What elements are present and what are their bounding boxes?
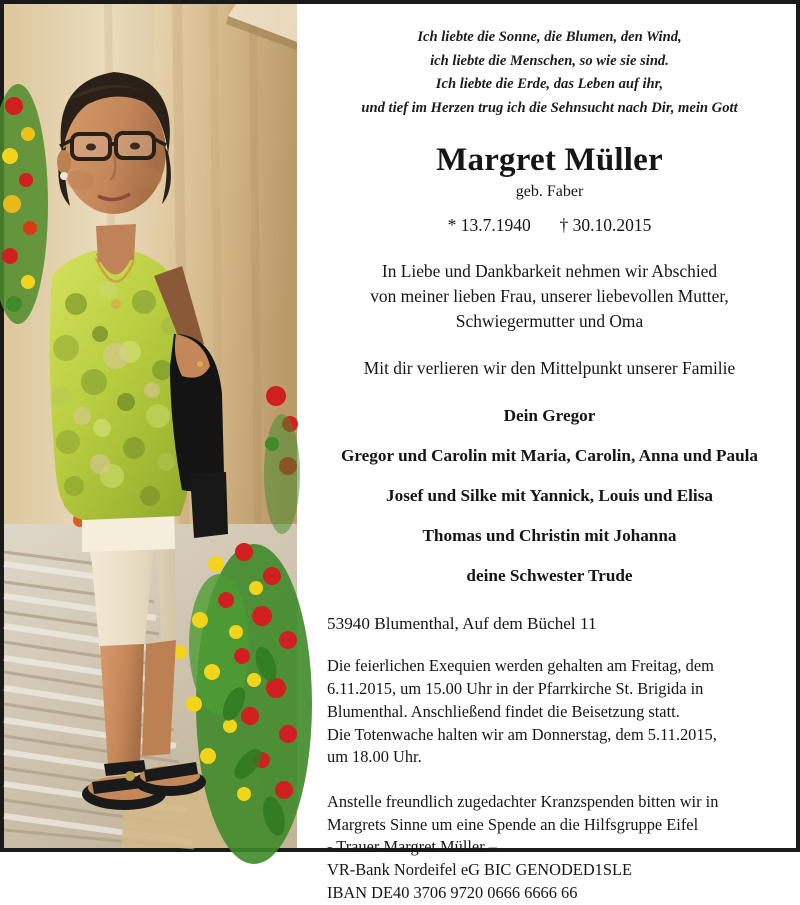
- donation-line-1: Anstelle freundlich zugedachter Kranzspenden bitten wir in: [327, 792, 719, 812]
- family-line-4: Thomas und Christin mit Johanna: [422, 526, 677, 545]
- deceased-name: Margret Müller: [436, 141, 663, 178]
- bank-name-bic: VR-Bank Nordeifel eG BIC GENODED1SLE: [327, 860, 632, 880]
- bank-iban: IBAN DE40 3706 9720 0666 6666 66: [327, 882, 578, 902]
- poem-line-2: ich liebte die Menschen, so wie sie sind.: [430, 52, 669, 69]
- donation-line-3: - Trauer Margret Müller –: [327, 837, 497, 857]
- died-date: 30.10.2015: [572, 215, 652, 236]
- dedication-line-1: In Liebe und Dankbarkeit nehmen wir Abschied: [381, 261, 718, 282]
- poem-line-4: und tief im Herzen trug ich die Sehnsucht nach Dir, mein Gott: [361, 99, 738, 116]
- exequien-line-1: Die feierlichen Exequien werden gehalten am Freitag, dem: [327, 656, 714, 676]
- died-symbol: †: [559, 215, 569, 236]
- family-line-1: Dein Gregor: [503, 405, 596, 425]
- dedication-text: [313, 259, 786, 333]
- memorial-poem: [313, 26, 786, 121]
- wake-details: [327, 724, 786, 769]
- wake-line-2: um 18.00 Uhr.: [327, 747, 422, 767]
- donation-details: [327, 791, 786, 905]
- family-line-5: deine Schwester Trude: [466, 566, 633, 586]
- exequien-details: [327, 655, 786, 723]
- dedication-subtitle: Mit dir verlieren wir den Mittelpunkt unserer Familie: [363, 357, 736, 378]
- family-members-list: [313, 404, 786, 587]
- donation-line-2: Margrets Sinne um eine Spende an die Hilfsgruppe Eifel: [327, 814, 699, 834]
- poem-line-1: Ich liebte die Sonne, die Blumen, den Wind,: [417, 29, 682, 45]
- mourning-address: 53940 Blumenthal, Auf dem Büchel 11: [327, 614, 597, 634]
- notice-text-column: [301, 4, 796, 902]
- poem-line-3: Ich liebte die Erde, das Leben auf ihr,: [435, 76, 664, 93]
- wake-line-1: Die Totenwache halten wir am Donnerstag, dem 5.11.2015,: [327, 724, 717, 744]
- dedication-line-2: von meiner lieben Frau, unserer liebevollen Mutter,: [370, 286, 729, 307]
- exequien-line-2: 6.11.2015, um 15.00 Uhr in der Pfarrkirche St. Brigida in: [327, 679, 704, 699]
- born-symbol: *: [447, 215, 457, 236]
- born-date: 13.7.1940: [460, 215, 531, 236]
- exequien-line-3: Blumenthal. Anschließend findet die Beisetzung statt.: [327, 701, 680, 721]
- deceased-maiden-name: geb. Faber: [515, 183, 584, 201]
- photo-illustration: [4, 4, 297, 848]
- family-line-2: Gregor und Carolin mit Maria, Carolin, Anna und Paula: [340, 445, 759, 465]
- dedication-line-3: Schwiegermutter und Oma: [455, 310, 644, 331]
- deceased-photo: [4, 4, 297, 848]
- life-dates: [313, 215, 786, 236]
- family-line-3: Josef und Silke mit Yannick, Louis und Elisa: [386, 485, 713, 505]
